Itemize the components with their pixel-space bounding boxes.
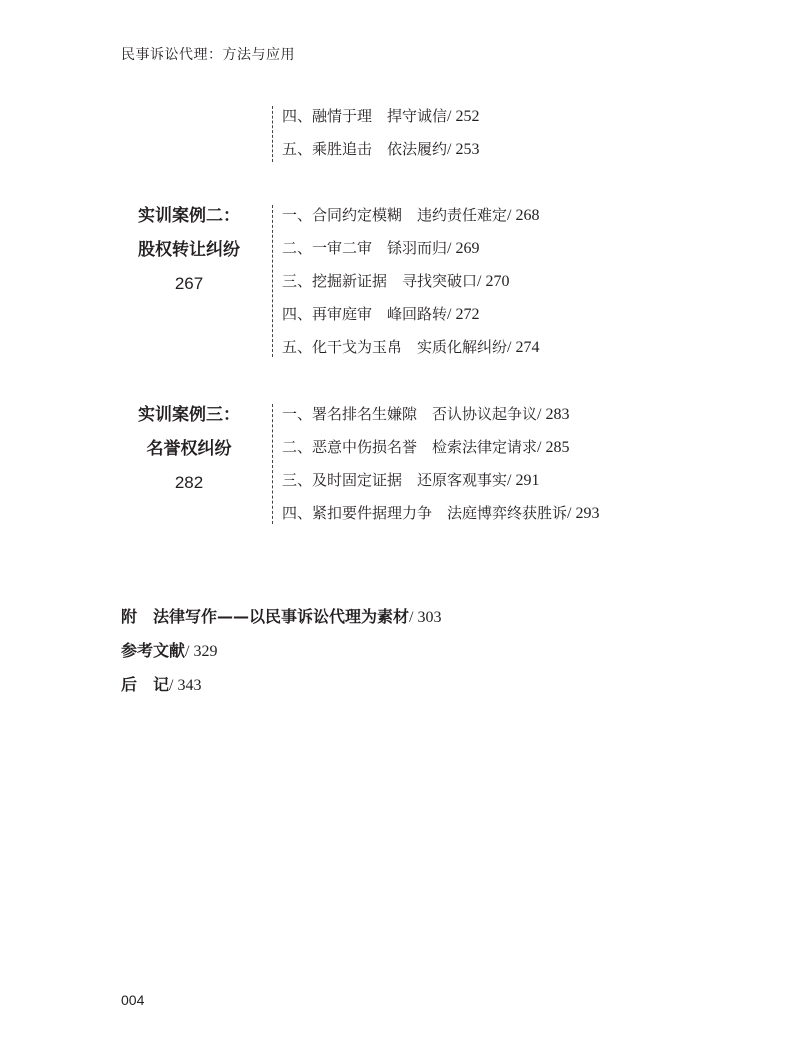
toc-item-page: / 253	[447, 141, 480, 158]
dashed-divider	[272, 106, 273, 162]
case-title	[120, 398, 258, 500]
toc-item-page: / 274	[507, 339, 540, 356]
toc-item-text: 三、及时固定证据 还原客观事实	[282, 471, 508, 489]
toc-references-entry[interactable]	[121, 634, 441, 668]
case-title-page: 282	[174, 473, 204, 492]
page-number: 004	[121, 992, 145, 1008]
references-label: 参考文献	[121, 641, 186, 660]
toc-item-text: 二、一审二审 铩羽而归	[282, 239, 448, 257]
toc-item[interactable]	[282, 298, 539, 331]
case-title-line1: 实训案例二：	[138, 206, 240, 226]
toc-item-text: 四、再审庭审 峰回路转	[282, 305, 448, 323]
case-title-line2: 股权转让纠纷	[138, 240, 240, 260]
afterword-label: 后 记	[121, 675, 170, 694]
toc-item-text: 五、乘胜追击 依法履约	[282, 140, 448, 158]
toc-item-page: / 270	[477, 273, 510, 290]
toc-item-page: / 293	[567, 505, 600, 522]
dashed-divider	[272, 404, 273, 524]
toc-item[interactable]	[282, 497, 599, 530]
toc-item-page: / 285	[537, 439, 570, 456]
toc-item[interactable]	[282, 265, 539, 298]
toc-afterword-entry[interactable]	[121, 668, 441, 702]
toc-items	[282, 100, 479, 166]
toc-item[interactable]	[282, 431, 599, 464]
toc-item-text: 二、恶意中伤损名誉 检索法律定请求	[282, 438, 538, 456]
toc-item-text: 四、紧扣要件据理力争 法庭博弈终获胜诉	[282, 504, 568, 522]
appendix-label: 附 法律写作——以民事诉讼代理为素材	[121, 607, 410, 626]
references-page: / 329	[185, 643, 218, 660]
toc-item-text: 五、化干戈为玉帛 实质化解纠纷	[282, 338, 508, 356]
toc-item-page: / 268	[507, 207, 540, 224]
case-title-line1: 实训案例三：	[138, 405, 240, 425]
toc-item-page: / 272	[447, 306, 480, 323]
toc-item-text: 四、融情于理 捍守诚信	[282, 107, 448, 125]
toc-item-text: 一、合同约定模糊 违约责任难定	[282, 206, 508, 224]
afterword-page: / 343	[169, 677, 202, 694]
toc-item[interactable]	[282, 133, 479, 166]
toc-appendix-entry[interactable]	[121, 600, 441, 634]
toc-item[interactable]	[282, 398, 599, 431]
toc-item[interactable]	[282, 464, 599, 497]
toc-backmatter	[121, 600, 441, 702]
running-head: 民事诉讼代理：方法与应用	[121, 47, 295, 63]
toc-items	[282, 398, 599, 530]
toc-item-text: 三、挖掘新证据 寻找突破口	[282, 272, 478, 290]
toc-item[interactable]	[282, 232, 539, 265]
toc-item[interactable]	[282, 100, 479, 133]
toc-item[interactable]	[282, 331, 539, 364]
case-title	[120, 199, 258, 301]
toc-item-page: / 291	[507, 472, 540, 489]
toc-item-page: / 252	[447, 108, 480, 125]
toc-item-page: / 269	[447, 240, 480, 257]
toc-item-page: / 283	[537, 406, 570, 423]
case-title-line2: 名誉权纠纷	[146, 439, 232, 459]
toc-item[interactable]	[282, 199, 539, 232]
dashed-divider	[272, 205, 273, 357]
toc-items	[282, 199, 539, 364]
case-title-page: 267	[174, 274, 204, 293]
toc-item-text: 一、署名排名生嫌隙 否认协议起争议	[282, 405, 538, 423]
appendix-page: / 303	[409, 609, 442, 626]
